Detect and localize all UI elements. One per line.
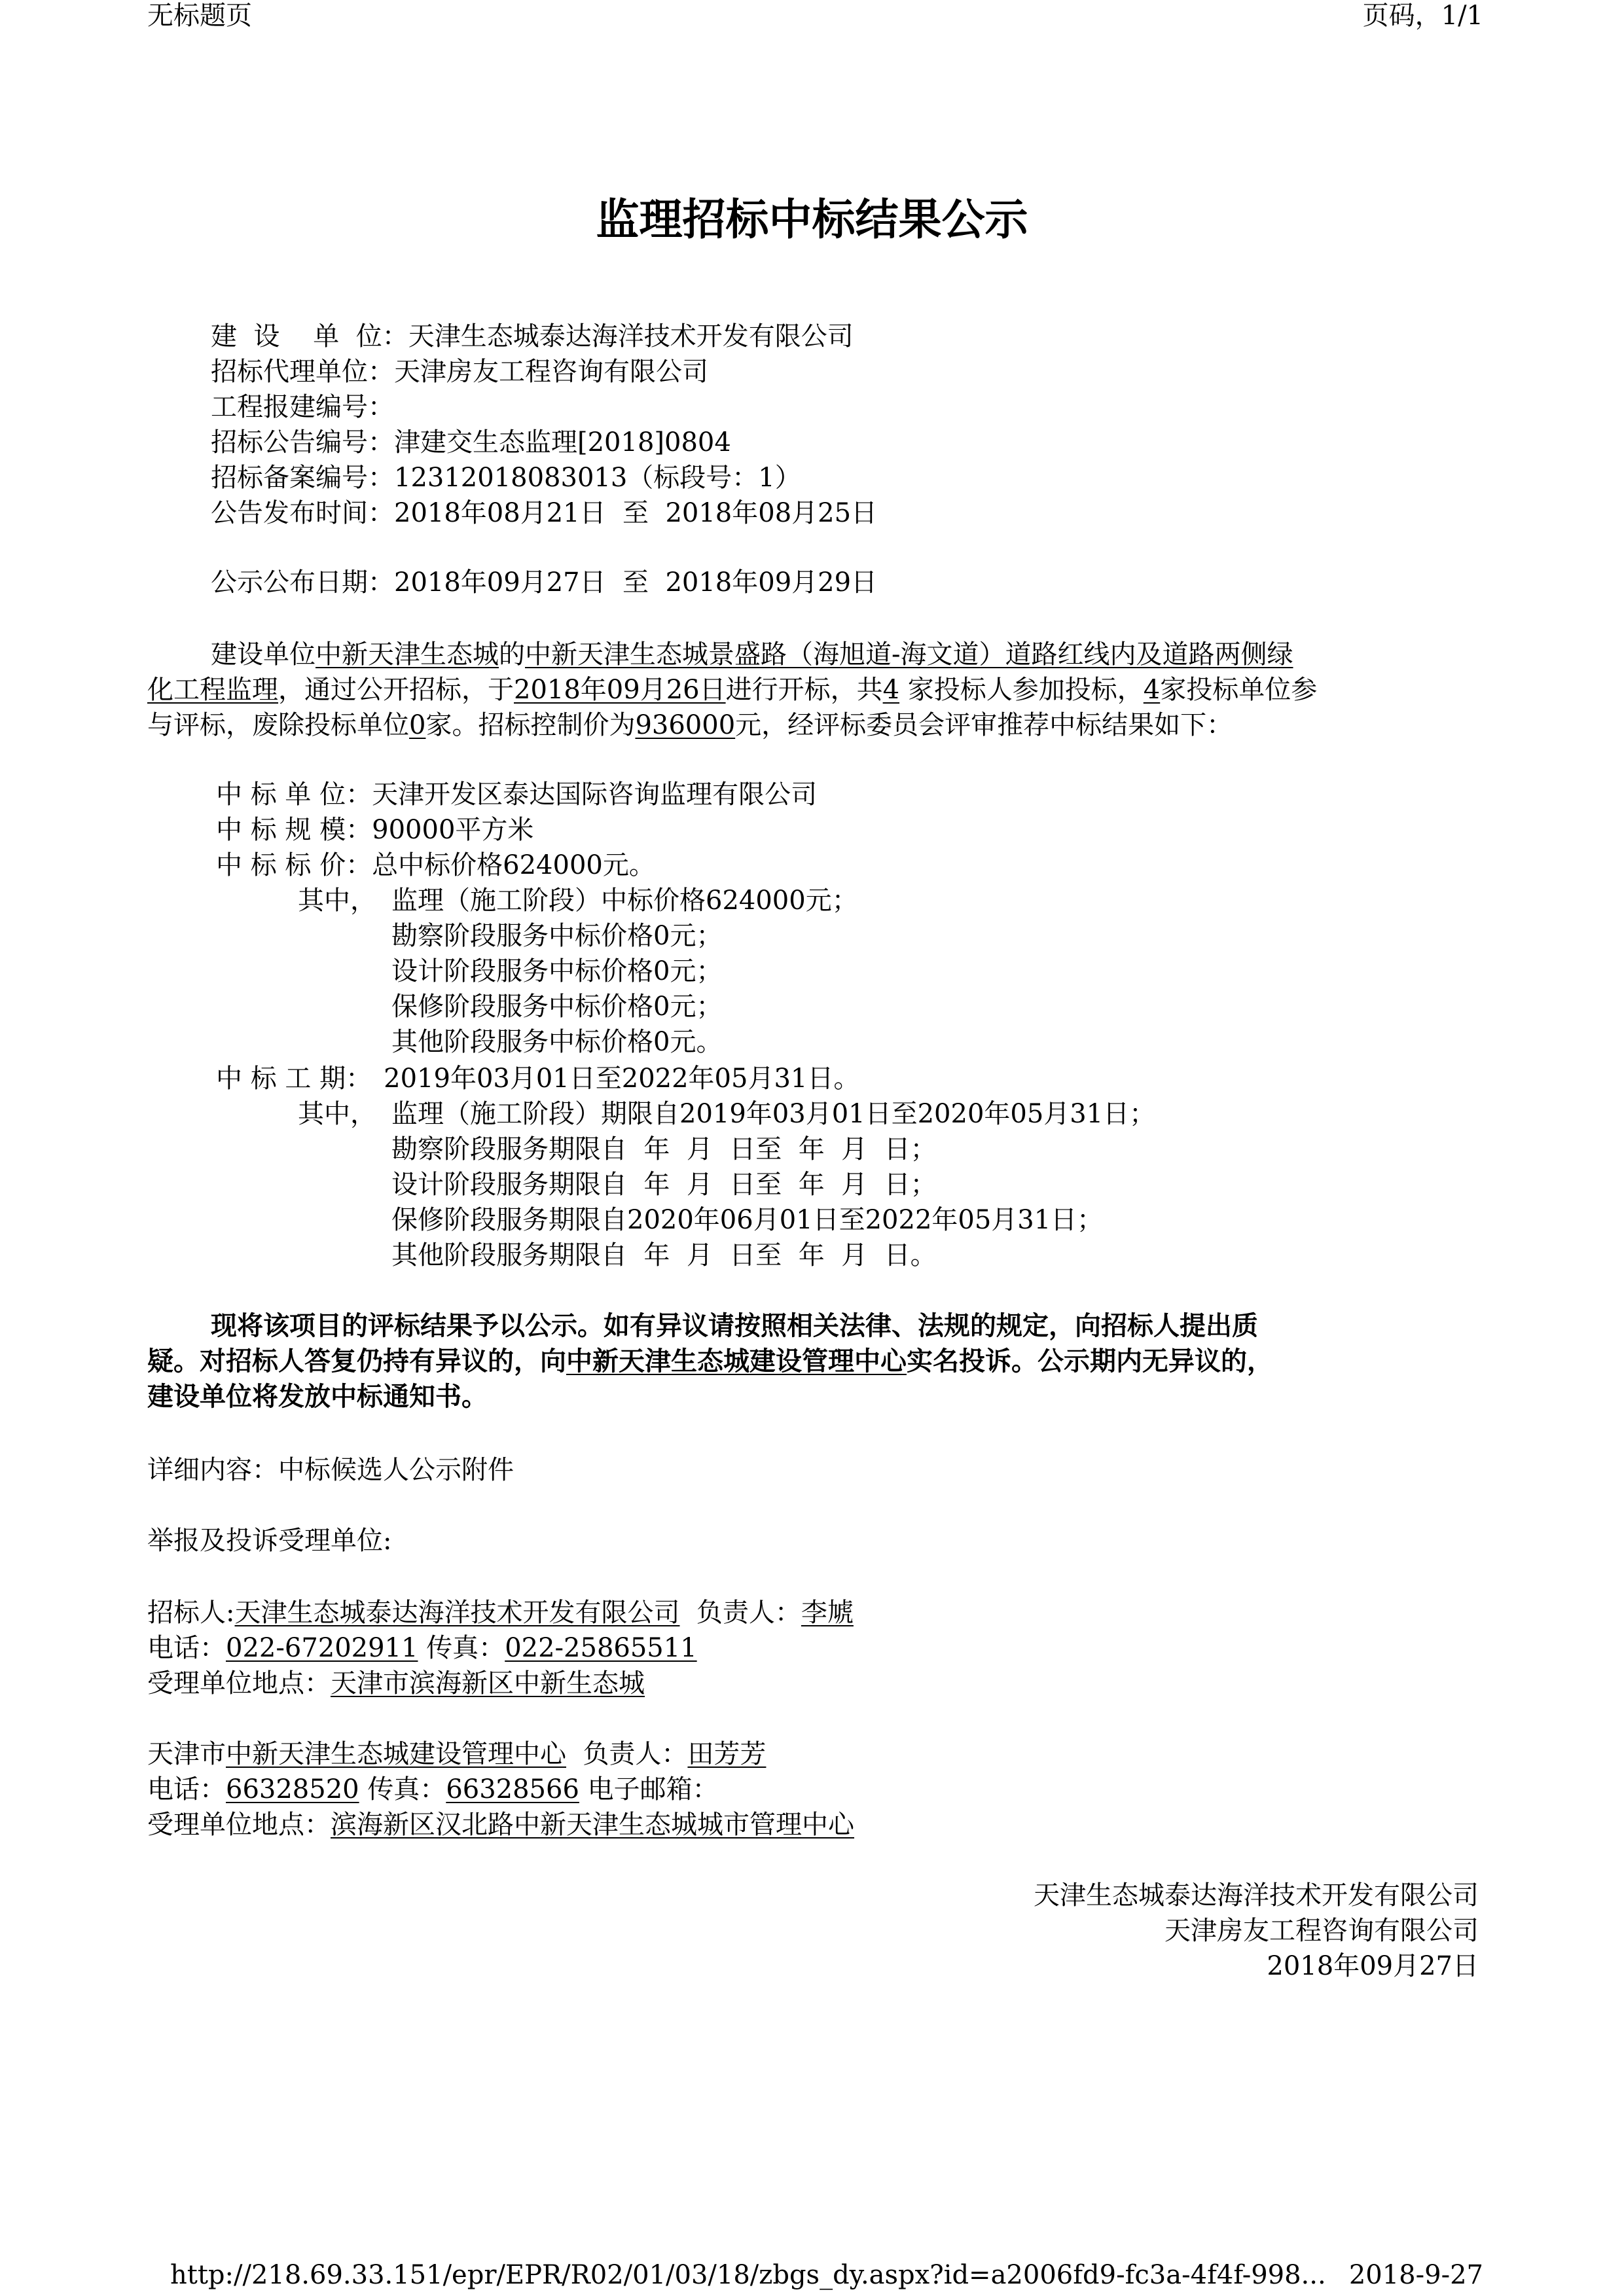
authority-prefix: 天津市 (147, 1739, 226, 1769)
spacer (679, 1598, 696, 1628)
authority-fax-label: 传真： (367, 1774, 446, 1804)
spacer (566, 1739, 583, 1769)
publish-time-label: 公告发布时间： (211, 498, 394, 528)
project-code-row (211, 391, 394, 423)
construction-unit-value: 天津生态城泰达海洋技术开发有限公司 (408, 321, 854, 351)
page-footer-date: 2018-9-27 (1348, 2260, 1483, 2290)
spacer (359, 1774, 368, 1804)
intro-line-2 (147, 674, 1317, 706)
intro-rejected-count: 0 (409, 710, 426, 740)
intro-line-3 (147, 709, 1233, 741)
intro-control-price: 936000 (635, 710, 736, 740)
record-number-row (211, 462, 801, 493)
record-number-value: 12312018083013（标段号：1） (394, 463, 801, 493)
intro-project-name: 中新天津生态城景盛路（海旭道-海文道）道路红线内及道路两侧绿 (525, 639, 1293, 670)
notice-number-row (211, 427, 731, 458)
tenderer-person-label: 负责人： (696, 1598, 801, 1628)
authority-phone-label: 电话： (147, 1774, 226, 1804)
spacer (418, 1633, 426, 1663)
publish-time-row (211, 497, 877, 529)
record-number-label: 招标备案编号： (211, 463, 394, 493)
authority-address: 滨海新区汉北路中新天津生态城城市管理中心 (331, 1810, 854, 1840)
tenderer-phone-label: 电话： (147, 1633, 226, 1663)
announce-date-row (211, 567, 877, 598)
intro-evaluated-count: 4 (1143, 675, 1161, 705)
page-header-page-number: 页码，1/1 (1362, 1, 1483, 31)
period-item: 其他阶段服务期限自 年 月 日至 年 月 日。 (391, 1240, 937, 1270)
authority-phone-row (147, 1774, 719, 1805)
tenderer-phone-row (147, 1632, 697, 1664)
project-code-label: 工程报建编号： (211, 392, 394, 422)
authority-address-row (147, 1809, 854, 1840)
authority-row (147, 1738, 766, 1770)
winner-row (216, 779, 817, 810)
tenderer-fax-label: 传真： (426, 1633, 505, 1663)
scale-value: 90000平方米 (372, 815, 534, 845)
authority-email-label: 电子邮箱： (587, 1774, 719, 1804)
tenderer-address-label: 受理单位地点： (147, 1668, 331, 1698)
notice-text-b: 实名投诉。公示期内无异议的， (907, 1346, 1273, 1376)
period-row (216, 1063, 859, 1094)
notice-number-value: 津建交生态监理[2018]0804 (394, 427, 731, 457)
price-value: 总中标价格624000元。 (372, 850, 655, 880)
scale-row (216, 814, 533, 846)
period-value: 2019年03月01日至2022年05月31日。 (384, 1064, 860, 1094)
agent-row (211, 356, 708, 387)
tenderer-phone: 022-67202911 (226, 1633, 418, 1663)
intro-text-2: 的 (499, 639, 525, 670)
intro-text-3: ，通过公开招标，于 (278, 675, 514, 705)
notice-authority: 中新天津生态城建设管理中心 (566, 1346, 907, 1376)
page-footer-url: http://218.69.33.151/epr/EPR/R02/01/03/18/zbgs_dy.aspx?id=a2006fd9-fc3a-4f4f-998... (170, 2260, 1326, 2290)
signature-date: 2018年09月27日 (1267, 1951, 1479, 1981)
intro-bidder-count: 4 (882, 675, 900, 705)
intro-project-name-end: 化工程监理 (147, 675, 278, 705)
price-row (216, 850, 655, 881)
tenderer-address-row (147, 1668, 645, 1699)
winner-label: 中 标 单 位： (216, 780, 372, 810)
intro-text-4: 进行开标，共 (725, 675, 883, 705)
complaint-title: 举报及投诉受理单位: (147, 1526, 392, 1556)
tenderer-person: 李虓 (801, 1598, 854, 1628)
period-item: 设计阶段服务期限自 年 月 日至 年 月 日； (391, 1170, 937, 1200)
signature-org-2: 天津房友工程咨询有限公司 (1164, 1916, 1479, 1946)
winner-value: 天津开发区泰达国际咨询监理有限公司 (372, 780, 818, 810)
notice-line-1: 现将该项目的评标结果予以公示。如有异议请按照相关法律、法规的规定，向招标人提出质 (211, 1310, 1258, 1341)
intro-text-1: 建设单位 (211, 639, 316, 670)
construction-unit-label: 建 设 单 位： (211, 321, 408, 351)
scale-label: 中 标 规 模： (216, 815, 372, 845)
notice-number-label: 招标公告编号： (211, 427, 394, 457)
announce-date-label: 公示公布日期： (211, 567, 394, 598)
announce-date-value: 2018年09月27日 至 2018年09月29日 (394, 567, 878, 598)
period-label: 中 标 工 期： (216, 1064, 372, 1094)
page-title: 监理招标中标结果公示 (596, 194, 1028, 245)
price-among-label: 其中， (298, 886, 376, 916)
period-item: 勘察阶段服务期限自 年 月 日至 年 月 日； (391, 1134, 937, 1164)
authority-person-label: 负责人： (583, 1739, 688, 1769)
intro-line-1 (211, 639, 1293, 670)
tenderer-fax: 022-25865511 (505, 1633, 697, 1663)
tenderer-label: 招标人: (147, 1598, 235, 1628)
tenderer-name: 天津生态城泰达海洋技术开发有限公司 (234, 1598, 680, 1628)
price-item: 其他阶段服务中标价格0元。 (391, 1027, 723, 1057)
detail-line: 详细内容：中标候选人公示附件 (147, 1455, 514, 1485)
agent-value: 天津房友工程咨询有限公司 (394, 357, 708, 387)
agent-label: 招标代理单位： (211, 357, 394, 387)
authority-name: 中新天津生态城建设管理中心 (226, 1739, 566, 1769)
authority-phone: 66328520 (226, 1774, 359, 1804)
notice-line-2 (147, 1346, 1273, 1377)
tenderer-address: 天津市滨海新区中新生态城 (331, 1668, 645, 1698)
period-item: 监理（施工阶段）期限自2019年03月01日至2020年05月31日； (391, 1099, 1156, 1129)
intro-open-date: 2018年09月26日 (514, 675, 726, 705)
price-item: 设计阶段服务中标价格0元； (391, 956, 723, 986)
signature-org-1: 天津生态城泰达海洋技术开发有限公司 (1034, 1880, 1479, 1910)
construction-unit-row (211, 321, 854, 352)
price-label: 中 标 标 价： (216, 850, 372, 880)
intro-builder: 中新天津生态城 (316, 639, 499, 670)
intro-text-6: 家投标单位参 (1160, 675, 1318, 705)
period-item: 保修阶段服务期限自2020年06月01日至2022年05月31日； (391, 1205, 1104, 1235)
intro-text-8: 家。招标控制价为 (425, 710, 636, 740)
price-item: 保修阶段服务中标价格0元； (391, 992, 723, 1022)
tenderer-row (147, 1597, 854, 1628)
notice-text-a: 疑。对招标人答复仍持有异议的，向 (147, 1346, 566, 1376)
intro-text-5: 家投标人参加投标， (899, 675, 1144, 705)
notice-line-3: 建设单位将发放中标通知书。 (147, 1381, 488, 1412)
intro-text-9: 元，经评标委员会评审推荐中标结果如下： (735, 710, 1233, 740)
authority-person: 田芳芳 (687, 1739, 767, 1769)
authority-fax: 66328566 (446, 1774, 579, 1804)
price-item: 监理（施工阶段）中标价格624000元； (391, 886, 858, 916)
authority-address-label: 受理单位地点： (147, 1810, 331, 1840)
intro-text-7: 与评标，废除投标单位 (147, 710, 409, 740)
publish-time-value: 2018年08月21日 至 2018年08月25日 (394, 498, 878, 528)
period-among-label: 其中， (298, 1099, 376, 1129)
page-header-title: 无标题页 (147, 1, 252, 31)
price-item: 勘察阶段服务中标价格0元； (391, 921, 723, 951)
spacer (579, 1774, 588, 1804)
